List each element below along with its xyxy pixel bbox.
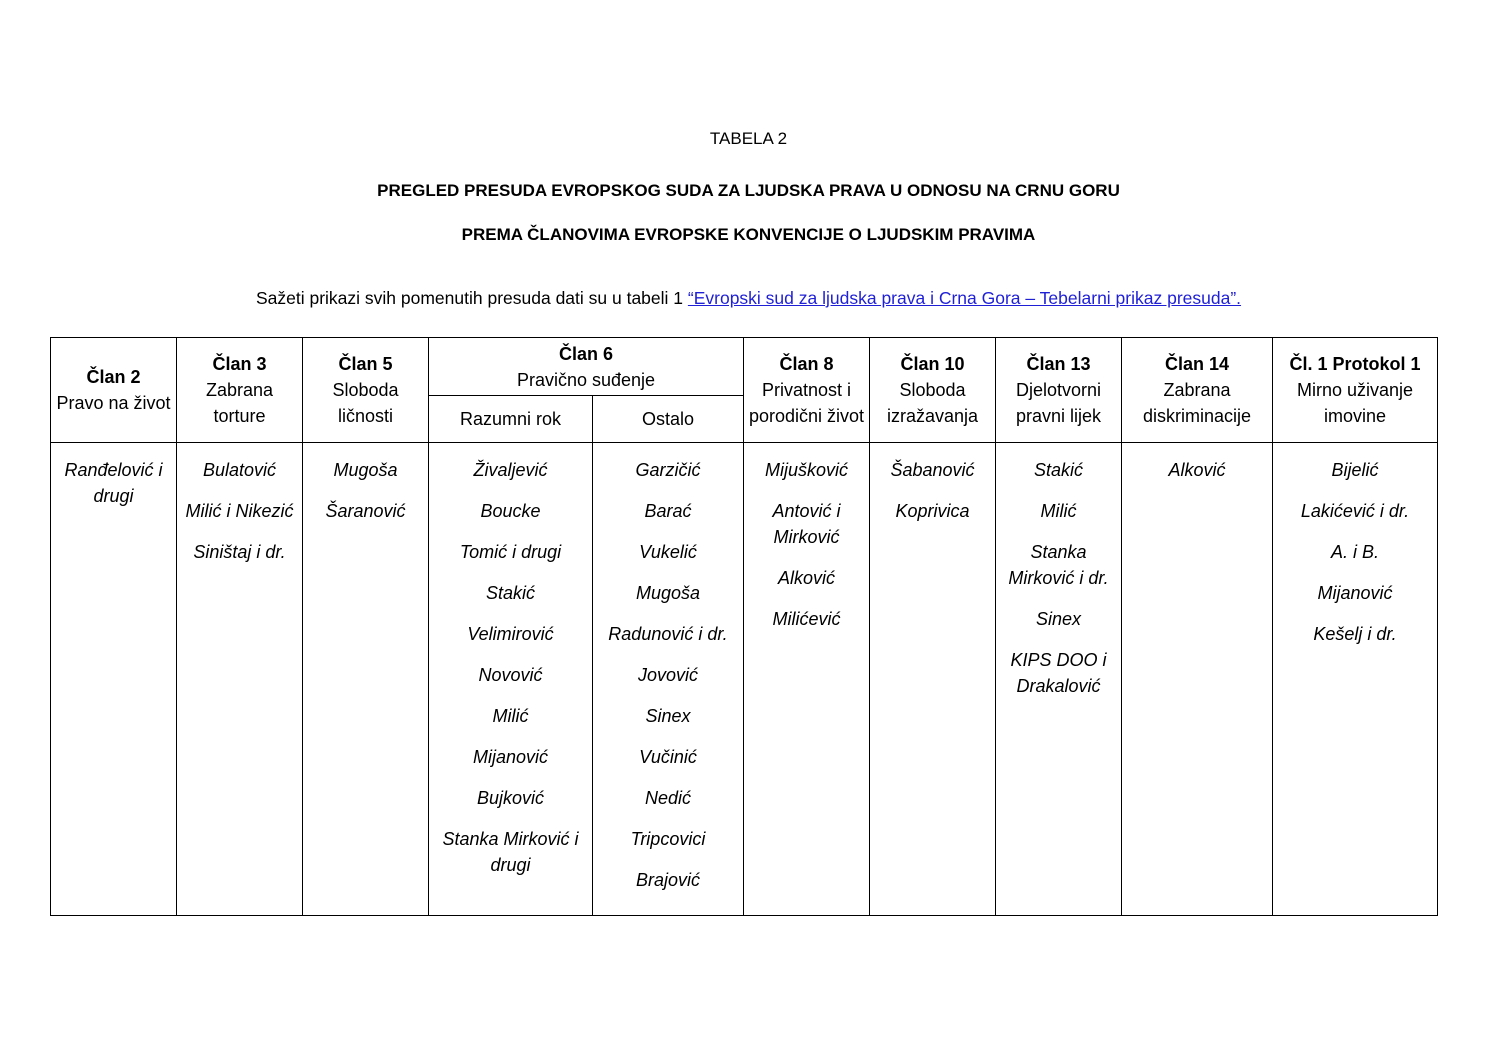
case-name: Vukelić xyxy=(639,542,697,562)
case-name: Bulatović xyxy=(202,460,277,480)
case-name: Stakić xyxy=(485,583,536,603)
header-clan-8 xyxy=(744,338,870,443)
case-name: Alković xyxy=(777,568,835,588)
case-name: Lakićević i dr. xyxy=(1300,501,1410,521)
header-num: Čl. 1 Protokol 1 xyxy=(1289,354,1421,374)
case-name: Tomić i drugi xyxy=(459,542,562,562)
case-name: Koprivica xyxy=(895,501,970,521)
header-name: Zabrana diskriminacije xyxy=(1142,380,1252,426)
case-name: Tripcovici xyxy=(630,829,706,849)
document-title-line-1: PREGLED PRESUDA EVROPSKOG SUDA ZA LJUDSKA PRAVA U ODNOSU NA CRNU GORU xyxy=(377,181,1120,200)
case-name: Milić i Nikezić xyxy=(185,501,294,521)
case-name: Mijanović xyxy=(1317,583,1393,603)
case-name: Šabanović xyxy=(890,460,975,480)
case-name: Brajović xyxy=(635,870,701,890)
case-name: Mijušković xyxy=(764,460,848,480)
header-clan-5 xyxy=(303,338,429,443)
judgments-table xyxy=(50,337,1438,916)
case-name: Milić xyxy=(1040,501,1077,521)
subheader-razumni-rok: Razumni rok xyxy=(429,396,593,443)
table-row xyxy=(51,443,1438,916)
case-name: Ranđelović i drugi xyxy=(64,460,163,506)
case-name: Jovović xyxy=(637,665,699,685)
case-name: Antović i Mirković xyxy=(772,501,841,547)
case-name: Mugoša xyxy=(635,583,701,603)
header-num: Član 10 xyxy=(900,354,965,374)
header-clan-2 xyxy=(51,338,177,443)
cell-clan-5 xyxy=(303,443,429,916)
case-name: Bujković xyxy=(476,788,545,808)
header-protokol-1 xyxy=(1273,338,1438,443)
case-name: Nedić xyxy=(644,788,692,808)
case-name: Bijelić xyxy=(1331,460,1379,480)
header-num: Član 13 xyxy=(1026,354,1091,374)
case-name: Sinex xyxy=(1035,609,1082,629)
header-clan-6 xyxy=(429,338,744,396)
header-name: Djelotvorni pravni lijek xyxy=(1015,380,1102,426)
header-name: Mirno uživanje imovine xyxy=(1296,380,1414,426)
cell-clan-14 xyxy=(1122,443,1273,916)
case-name: Stanka Mirković i drugi xyxy=(442,829,579,875)
cell-clan-2 xyxy=(51,443,177,916)
header-num: Član 2 xyxy=(86,367,141,387)
summary-link[interactable]: “Evropski sud za ljudska prava i Crna Gora – Tebelarni prikaz presuda”. xyxy=(687,288,1242,308)
case-name: Stakić xyxy=(1033,460,1084,480)
case-name: Boucke xyxy=(480,501,541,521)
cell-clan-3 xyxy=(177,443,303,916)
case-name: Šaranović xyxy=(325,501,406,521)
header-name: Privatnost i porodični život xyxy=(748,380,865,426)
subheader-ostalo: Ostalo xyxy=(593,396,744,443)
case-name: Siništaj i dr. xyxy=(193,542,286,562)
case-name: Mijanović xyxy=(472,747,549,767)
header-name: Zabrana torture xyxy=(205,380,274,426)
header-num: Član 14 xyxy=(1164,354,1230,374)
table-label: TABELA 2 xyxy=(709,129,788,148)
header-name: Pravično suđenje xyxy=(516,369,656,390)
case-name: Radunović i dr. xyxy=(608,624,728,644)
case-name: Vučinić xyxy=(639,747,697,767)
case-name: Alković xyxy=(1168,460,1226,480)
case-name: Barać xyxy=(644,501,692,521)
header-num: Član 3 xyxy=(212,354,267,374)
case-name: Velimirović xyxy=(467,624,554,644)
header-num: Član 8 xyxy=(779,354,834,374)
case-name: KIPS DOO i Drakalović xyxy=(1010,650,1107,696)
cell-clan-8 xyxy=(744,443,870,916)
header-name: Sloboda ličnosti xyxy=(332,380,399,426)
header-clan-13 xyxy=(996,338,1122,443)
case-name: Sinex xyxy=(645,706,691,726)
document-title-line-2: PREMA ČLANOVIMA EVROPSKE KONVENCIJE O LJUDSKIM PRAVIMA xyxy=(461,225,1036,244)
summary-text: Sažeti prikazi svih pomenutih presuda dati su u tabeli 1 xyxy=(255,288,688,308)
header-num: Član 5 xyxy=(338,354,393,374)
case-name: Kešelj i dr. xyxy=(1313,624,1397,644)
cell-clan-6-razumni-rok xyxy=(429,443,593,916)
cell-clan-13 xyxy=(996,443,1122,916)
cell-protokol-1 xyxy=(1273,443,1438,916)
case-name: A. i B. xyxy=(1330,542,1379,562)
case-name: Novović xyxy=(478,665,543,685)
case-name: Živaljević xyxy=(473,460,548,480)
case-name: Milićević xyxy=(772,609,841,629)
header-clan-14 xyxy=(1122,338,1273,443)
summary-sentence xyxy=(0,288,1497,309)
header-name: Sloboda izražavanja xyxy=(886,380,979,426)
case-name: Mugoša xyxy=(333,460,398,480)
case-name: Milić xyxy=(492,706,529,726)
case-name: Stanka Mirković i dr. xyxy=(1008,542,1109,588)
header-num: Član 6 xyxy=(558,343,614,364)
header-name: Pravo na život xyxy=(56,393,171,413)
header-clan-3 xyxy=(177,338,303,443)
cell-clan-10 xyxy=(870,443,996,916)
case-name: Garzičić xyxy=(635,460,701,480)
cell-clan-6-ostalo xyxy=(593,443,744,916)
header-clan-10 xyxy=(870,338,996,443)
